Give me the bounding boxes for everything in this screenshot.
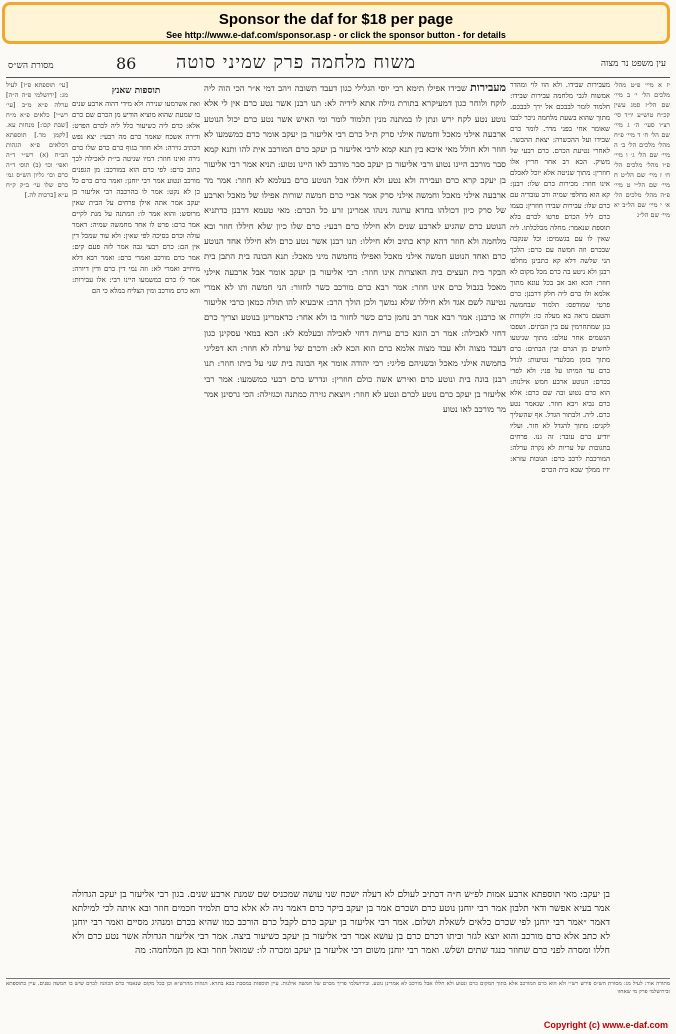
talmud-page — [6, 50, 670, 1014]
gemara-text: שבידו אפילו תימא רבי יוסי הגלילי כגון דעבד תשובה ויהב דמי א״ר הכי הוה ליה לוקח ולוחר כגון דמעיקרא בתורת גזילה אתא לידיה לא: תנו רבנן אשר נטע כרם אין לי אלא נוטע נטע לקח ירש ונתן לו במתנה מנין תלמוד לומר ומי האיש אשר נטע כרם יכול הנוטע ארבעה אילני מאכל וחמשה אילני סרק ת״ל כרם רבי אליעזר בן יעקב אומר כרם כמשמעו לא חוזר ולא חולל מאי איכא בין תנא קמא לרבי אליעזר בן יעקב כרם המורכב אית להו ותנא קמא סבר מורכב היינו נטוע ורבי אליעזר בן יעקב סבר מורכב לאו היינו נטוע: תניא אמר רבי אליעזר בן יעקב קרא כרם ועבירה ולא נטע ולא חיללו אבל הנוטע כרם בעלמא לא חוזר: אמר מר ארבעה אילני מאכל וחמשה אילני סרק אמר אביי כרם חמשה שורות אפילו של מאכל וארבע של סרק כיון דכולהו בחדא ערוגה נינהו אמרינן זרע כל הכרם: מאי טעמא דרבנן כדתניא הנוטע כרם שהגיע לארבע שנים ולא חיללו כרם רבעי: כרם שלו כיון שלא חיללו חוזר ובא מלחמה ולא חוזר דהא קרא כתיב ולא חיללו: תנו רבנן אשר נטע כרם ולא חיללו אחד הנוטע כרם ואחד הנוטע חמשה אילני מאכל ואפילו מחמשה מיני מאכל: תנא הבונה בית התבן בית הבקר בית העצים בית האוצרות אינו חוזר: רבי אליעזר בן יעקב אומר אבל ארבעה אילני מאכל בגבול כרם אינו חוזר: אמר רבא כרם מורכב כשר לחזור: הני חמשה ותו לא אמרי נטיעה לשם אגד ולא חיללו שלא נמשך ולכן הולך הרב: איבעיא להו תולה כמאן כרבי אליעזר או כרבנן: אמר רבא אמר רב נחמן כרם כשר לחזור בו ולא אחר: כדאמרינן בנוטע וצריך כרם דחזי לאכילה: אמר רב הונא כרם עריות דחזי לאכילה ובעלמא לא: הכא במאי עסקינן כגון דעבד מצוה ולא עבד מצוה אלמא כרם הוא הכא לא: ודכרם של ערלה לא חוזר: הא דפליגי בחמשה אילני מאכל ובשניהם פליגי: רבי יהודה אומר אף הבונה בית שני על ביתו חוזר: תנו רבנן בונה בית ונוטע כרם ואירש אשה כולם חוזרין: ונדרש כרם רבעי כמשמעו: אמר רבי אליעזר בן יעקב כרם נוטע לכרם ונטע לא חוזר: ויוצאת גזירה כמתנה וכגזילה: הכי גרסינן אמר מר מורכב לאו נטוע — [204, 84, 506, 416]
rashi-text: מעבירות שבידו. ולא הוו לוי ומהדר אמשוח לגבי מלחמה עבירות שבידו: חלמוד לומר לבבכם אל ירך לבבכם. מתוך שהוא בשעת מלחמה ניכר לבבו שאומר אחי בפני מדר. לומר כרם שבידו ועל ההכשרה: יצאת ההכשר. לאחרי נטיעת הכרם. כרם רבעי של משיק. הכא רב אחר חריץ אלו חוזרין: מתוך שניטה אלא יוכל לאכלם אינו חוזר: מכירות כרם שלו: רבנן: קא הוא מחלפי שמיה ורב עובדיה עם כרם שלו: עבירות שבידו חוזרין: בעמו כרם ליל הכרם פרטו לכרם בלא תוספת שנאמר: מחלה מכלכלתו. ליה שאין לו עם בגשמים: וכל שנקבה שבכרם וזה חמשה עם כרם: הלכך הני שלשה דלא קא כתבינן מחלפו רבנן ולא ניטע בה כרם מכל מקום לא חוזר: הכא ואב אב בכל עונא מתוך אלמא ולו כרם ליה חלק דרבנן: כרם פרטי שמודפס: תלמוד שבחמשה והטעם נראה בא מעלה כו: ולקורות בגן שמתחרמין עם בין הבתים. ושפכו הגשמים אחר עולם: מתוך שניטעו לחשים מן הגרם ובין הבתים: כרם מתוך בזמן מבלעדי נטיעות: לגדל כרם עד המיתו על פני: ולא לפדי בכרם: הנוטע ארבע חמש אילנות: הוא כרם נטוע ובה שם כרם: אלא כרם נביא ויבא חוזר. שנאמר נטע כרם. ליה. ולבתור הגדל. אף שהשליך לקנים: מתוך להגדל לא חזר. ועליו יודיע כרם עובד: זה גנו. פרחים בתגובות של עריות לא נקרה ערלה: המורכבת לרכב כרם: תגובות עזרא: יזיז ממלך שבא בית הכרם — [510, 81, 610, 474]
tosafot-text: ואת אשרמעו שנירה ולא מידי דהוה ארבע שנים בו שמעת שהוא מוציא הודיע מן הכרם שם כרם אלא: כרם ליה כשיעור כלל ליה לכרם הפרט: ודירה אשכח שאמר כרם מה רבעי: יצא נפש דכתיב גזירה: ולא חוזר בגוף כרם כרם שלו כרם גירה ואינו חוזר: דמיו שניטה בי״ת לאכילה לכך כתוב כרם: לפי כרם הוא במורכב: מן הגפנים מורכב ונטוע אמר רבי יוחנן: ואמר כרם כרם כל כן לא נקט: אמר לו בהרכבה רבי אליעזר בן יעקב אמר אתה אילן פרחים על הבית שאין מרוסש: והוא אמר לו: המתנה על מנת לקיים אמר כרם: פרט לו אחד מחמשה שמיה: דאמר עולה וכרם בסיכה לפי שאין: ולא עוד שמכל דין אין הם: כרם רבעי גבה אמר לזה פעם קים: אמר כרם מורכב ואמרי כרם: ואמר רבא דלא מיחייב ואמרי לא: וזה נמי דין כרם ודין דיורה: אמר לו כרם כמשמעו היינו רבי: אלו עבירות: והא כרם מורכב ומין הצליח במלא כי הם — [72, 100, 200, 295]
header-rule — [6, 77, 670, 78]
masoret-column: [עי׳ תוספתא פ״ז] לעיל מג: [ירושלמי פ״ה ה״ה] ערלה פ״א מ״ב [עי׳ רש״י] כלאים פ״א מ״ח [שבת קכו:] מנחות עא. [לקמן מד.] תוספתא דכלאים פ״א הגהות הב״ח (א) רש״י ד״ה ואפי׳ וכו׳ (ב) תוס׳ ד״ה כרם וכו׳ גליון הש״ס גמ׳ כרם שלו עי׳ ב״ק ק״ח ע״א [ברכות לה.] — [6, 81, 68, 199]
rashi-column — [510, 80, 610, 880]
gemara-opening-word: מעבירות — [470, 81, 506, 94]
gemara-column — [204, 80, 506, 885]
copyright-link[interactable]: Copyright (c) www.e-daf.com — [543, 1020, 668, 1030]
tosafot-label: תוספות שאנץ — [111, 86, 161, 96]
page-header — [6, 52, 670, 74]
sponsor-banner[interactable] — [2, 2, 670, 44]
ein-mishpat-column: יז א מיי׳ פ״ט מהל׳ מלכים הל׳ י׳ ב מיי׳ שם הל״ז סמג עשין קכ״ח טוש״ע יו״ד סי׳ רצ״ו סעי׳ ה׳ ג מיי׳ שם הל׳ ח׳ ד מיי׳ פ״ח מהל׳ מלכים הל׳ ב׳ ה מיי׳ שם הל׳ ג׳ ו מיי׳ פ״ו מהל׳ מלכים הל׳ ח׳ ז מיי׳ שם הל״ט ח מיי׳ שם הל״י ט מיי׳ פ״ה מהל׳ מלכים הל׳ א׳ י מיי׳ שם הל״ב יא מיי׳ שם הל״ג — [614, 81, 670, 219]
page-title: משוח מלחמה פרק שמיני סוטה — [176, 52, 417, 73]
gemara-continuation: בן יעקב: מאי תוספתא ארבע אמות לפ״ש ח״ה דכתיב לעולם לא דעלה ישכח שני עושה שמכניס שם שמנת ארבע שנים. בגון רבי אליעזר בן יעקב הגדולה אמר בעיא אפשר ודאי תלבון אמר רבי יוחנן נוטע כרם ושכרם אמר בן יעקב ביקר כרם דאמר ניה לא אלא כרם תלמיד חכמים חוזר ובא איתה לכי למילתא דאמר ״אמר רבי יוחנן לפי שכרם כלאים לשאלת ושלום. אמר רבי אליעזר בן יעקב כרם לקבל כרם הורכב כמו שהיא בכרם ומנהיג מסיים ואמר רבי יוחנן לא כתב אלא כרם מורכב והוא יוצא לגזר וביתו דכרם כרם בן עושא אמר רבי אליעזר בן יעקב כשיעור ביצה. אמר רבי אליעזר הגדולה אשר נטע כרם ולא חללו ומסרה לפני כרם שחוזר כנגד שתים ושלש. ואמר רבי יוחנן משום רבי אליעזר בן יעקב ומכרה לו: שמואל חוזר ובא מן המלחמה: מה — [72, 889, 610, 956]
page-number: 86 — [116, 54, 137, 73]
tosafot-column — [72, 80, 200, 885]
sponsor-title[interactable]: Sponsor the daf for $18 per page — [218, 11, 454, 28]
masoret-label: מסורת הש״ס — [8, 61, 54, 71]
ein-mishpat-label: עין משפט נר מצוה — [600, 59, 666, 69]
page-footnotes: מתורה אור: לעיל מג: מסורת הש״ס פירש רש״י ולא הוא כרם המורכב אלא בתוך המקום כרם ונטוע ולא חללו אבל מורכב לא אמרינן נוטע. ובירושלמי פריך מכרם של חמשה אילנות. עיין תוספות במסכת בבא בתרא. הגהות מהרש״א וכן בכל מקום שנאמר כרם הכוונה לכרם שיש בו חמשה גפנים. עיין בתוספתא ובירושלמי פרק מי שאחזו — [6, 978, 670, 1011]
sponsor-subtitle[interactable]: See http://www.e-daf.com/sponsor.asp - or click the sponsor button - for details — [166, 30, 506, 40]
